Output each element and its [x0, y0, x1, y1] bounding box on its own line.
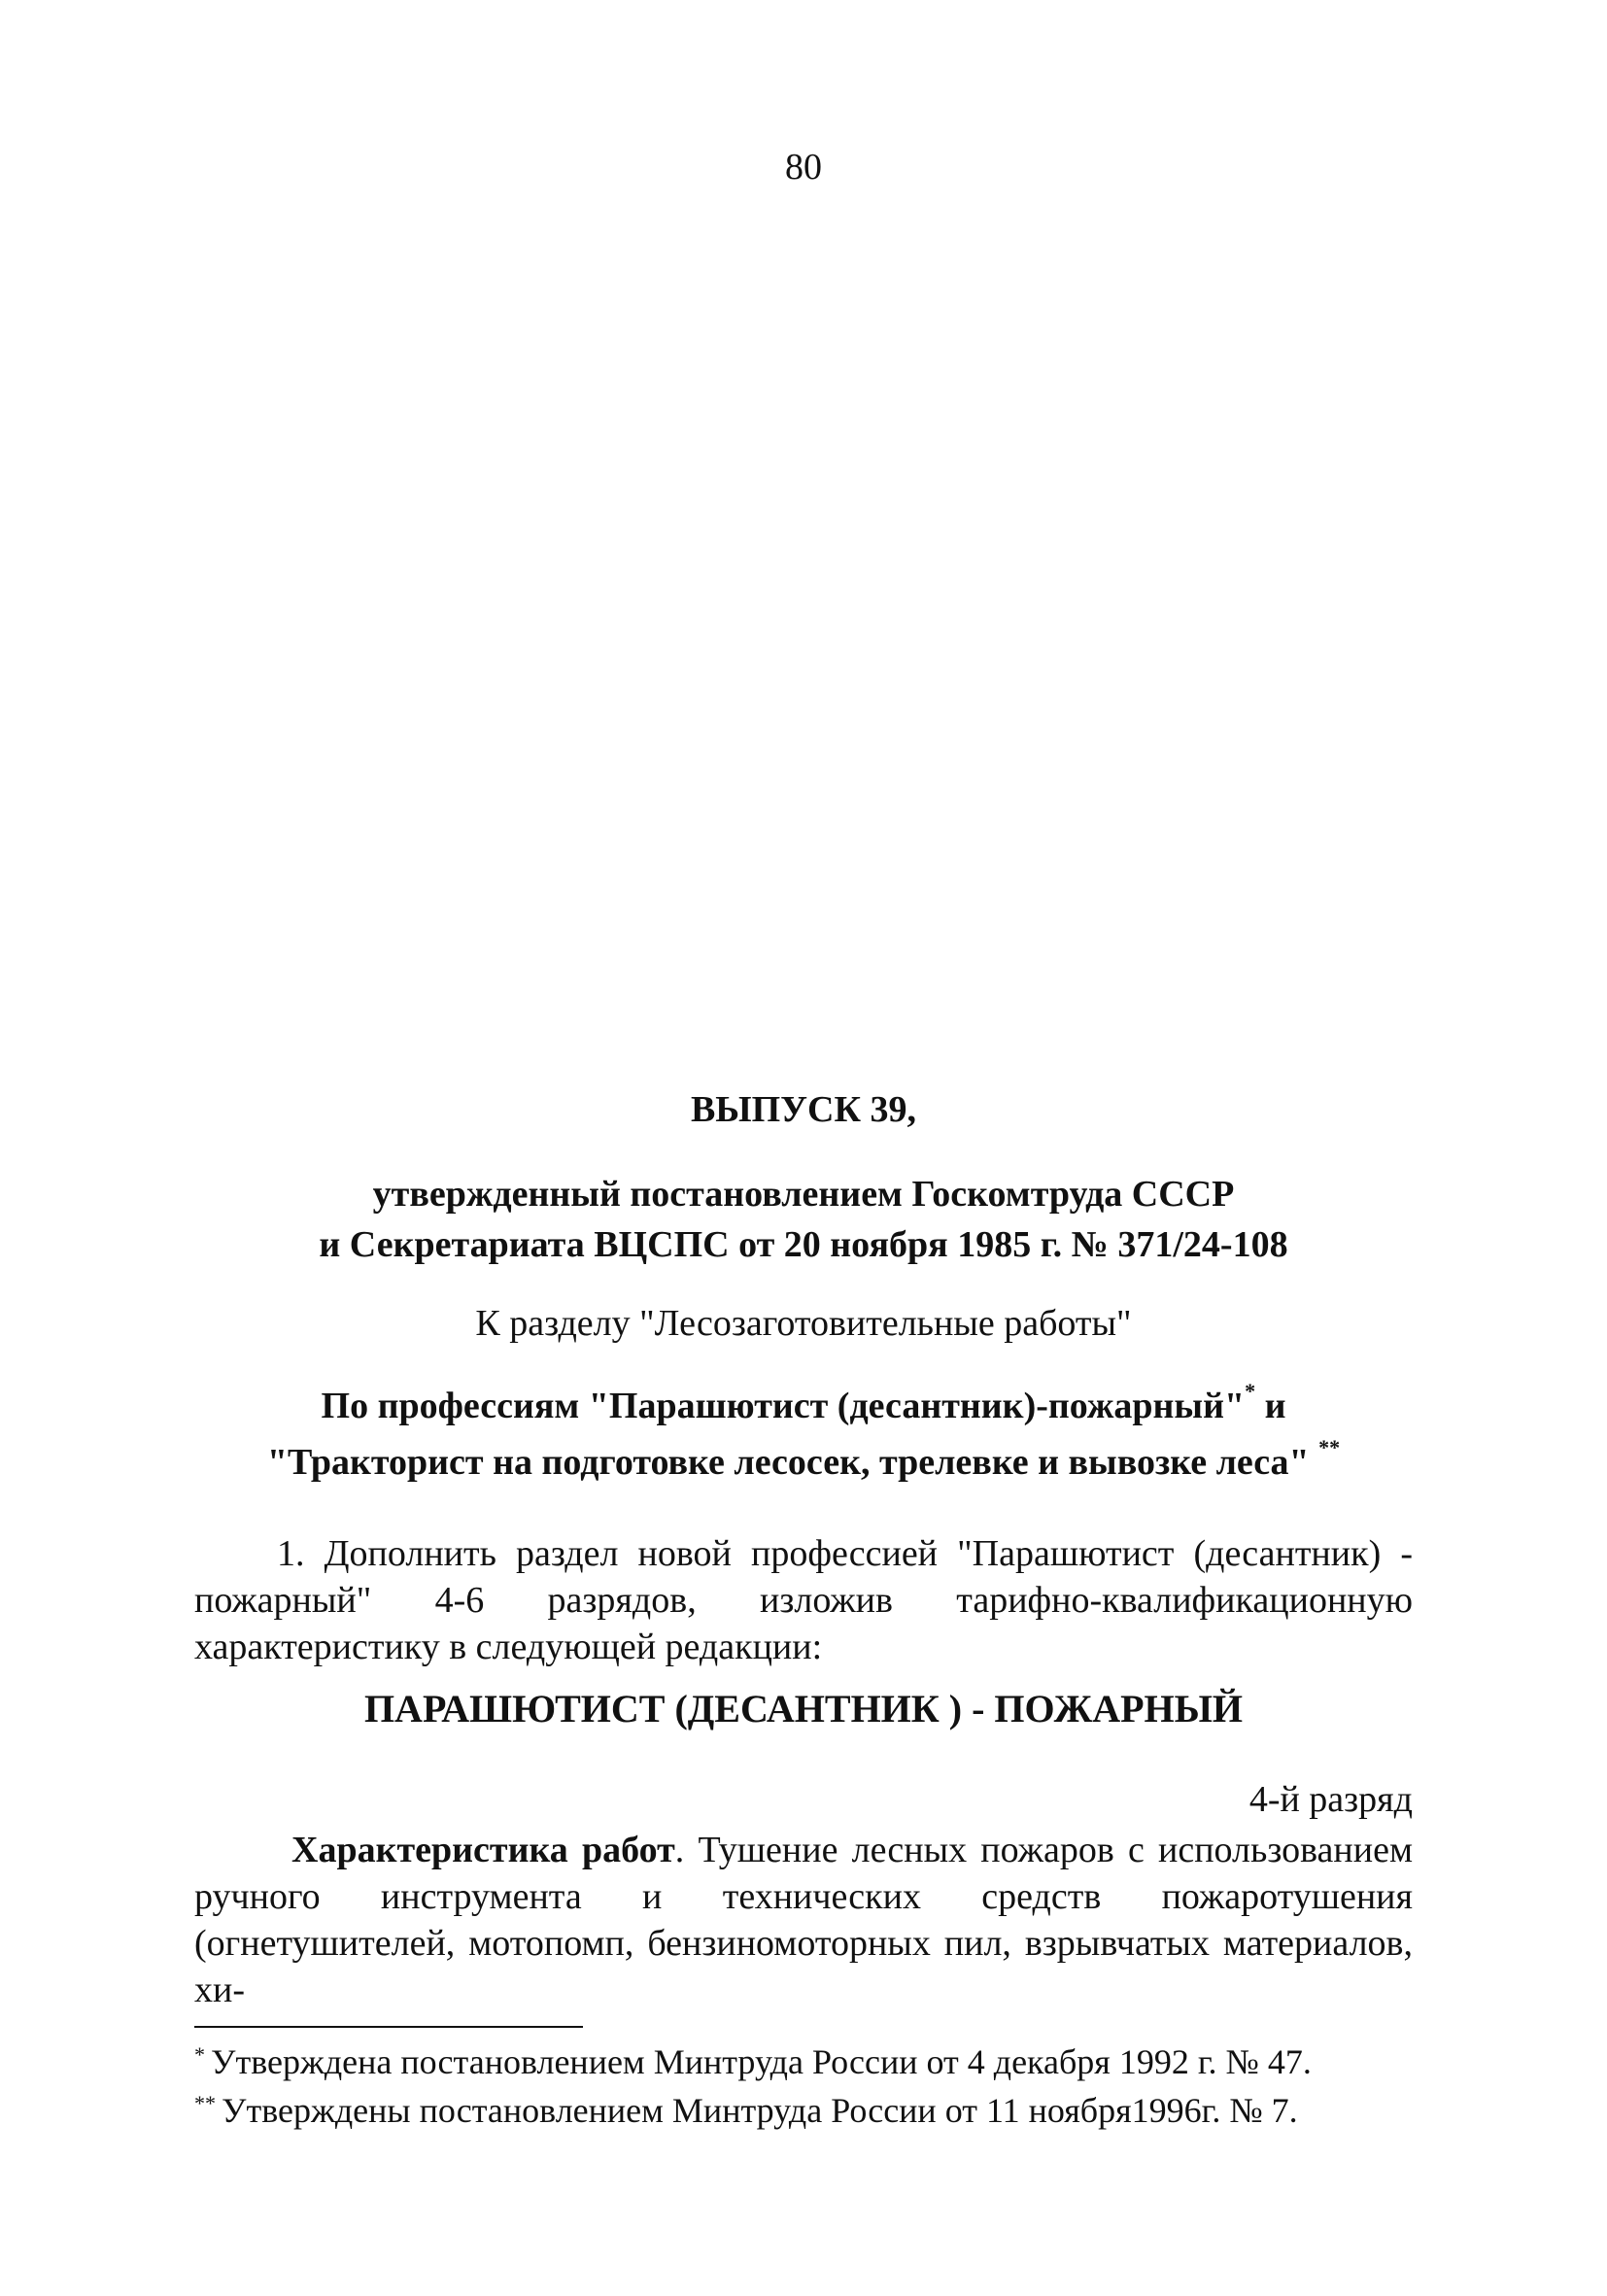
approval-line-1: утвержденный постановлением Госкомтруда СССР	[372, 1174, 1235, 1215]
footnote-1-text: Утверждена постановлением Минтруда России от 4 декабря 1992 г. № 47.	[211, 2042, 1312, 2081]
approval-line-2: и Секретариата ВЦСПС от 20 ноября 1985 г. № 371/24-108	[319, 1224, 1288, 1265]
profession-heading: ПАРАШЮТИСТ (ДЕСАНТНИК ) - ПОЖАРНЫЙ	[363, 1687, 1244, 1731]
footnote-ref-1: *	[1245, 1379, 1256, 1404]
professions-line-1-tail: и	[1255, 1386, 1286, 1426]
issue-title: ВЫПУСК 39,	[690, 1089, 917, 1130]
professions-line-2-text: "Тракторист на подготовке лесосек, трелевке и вывозке леса"	[266, 1442, 1310, 1483]
professions-line-1	[0, 1378, 1607, 1434]
professions-line-2	[0, 1434, 1607, 1491]
footnote-2-text: Утверждены постановлением Минтруда России от 11 ноября1996г. № 7.	[222, 2091, 1298, 2130]
footnote-2-mark: **	[194, 2091, 216, 2115]
work-characteristics-text: . Тушение лесных пожаров с использованием ручного инструмента и технических средств пожаротушения (огнетушителей, мотопомп, бензиномоторных пил, взрывчатых материалов, хи-	[194, 1830, 1414, 2010]
footnote-2	[194, 2089, 1419, 2137]
footnote-divider	[194, 2026, 583, 2028]
footnote-1	[194, 2040, 1419, 2088]
page-number: 80	[785, 147, 822, 188]
professions-line-1-text: По профессиям "Парашютист (десантник)-пожарный"	[321, 1386, 1246, 1426]
work-characteristics-paragraph	[194, 1827, 1413, 2013]
grade-label: 4-й разряд	[1248, 1779, 1413, 1820]
footnote-ref-2: **	[1318, 1435, 1341, 1460]
section-reference: К разделу "Лесозаготовительные работы"	[475, 1303, 1132, 1344]
work-characteristics-lead: Характеристика работ	[291, 1830, 675, 1870]
approval-statement	[0, 1169, 1607, 1270]
amendment-paragraph: 1. Дополнить раздел новой профессией "Парашютист (десантник) - пожарный" 4-6 разрядов, изложив тарифно-квалификационную характеристику в следующей редакции:	[194, 1533, 1413, 1667]
professions-heading	[0, 1378, 1607, 1491]
footnote-1-mark: *	[194, 2042, 205, 2067]
